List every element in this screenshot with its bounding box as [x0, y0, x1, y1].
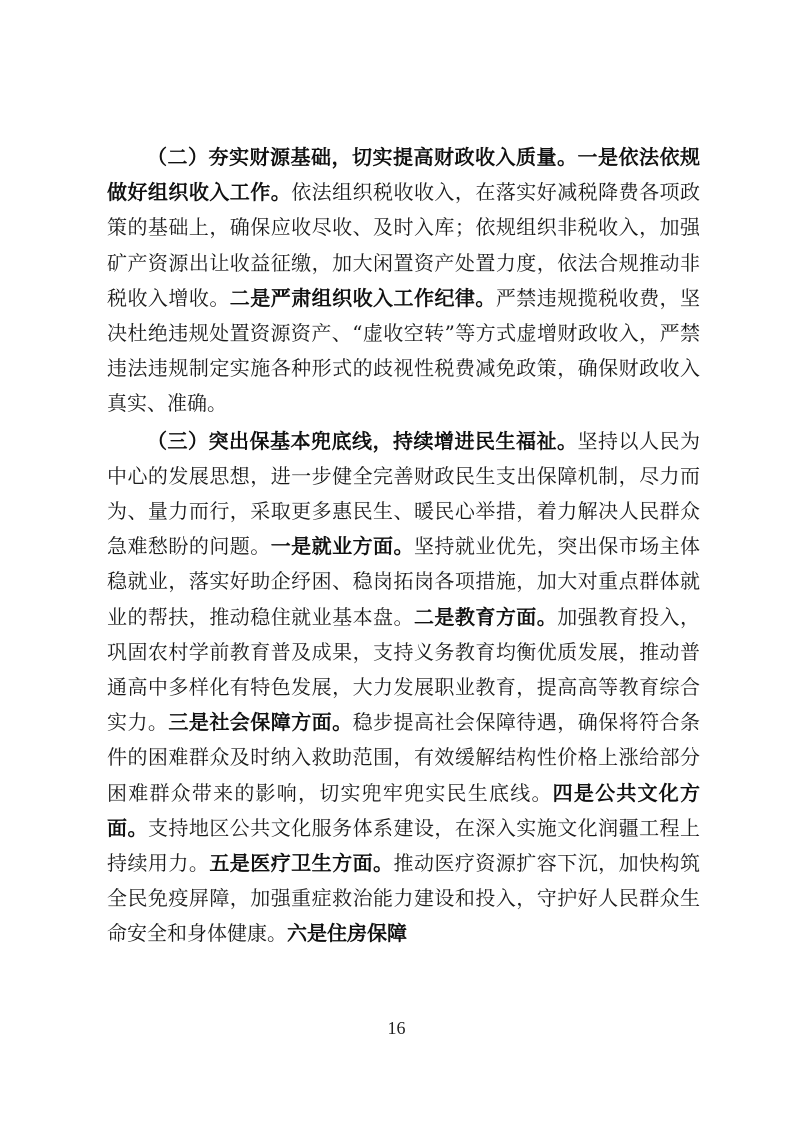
point-text-healthcare: 推动医疗资源扩容下沉，加快构筑全民免疫屏障，加强重症救治能力建设和投入，守护好人民群众生命安全和身体健康。 — [107, 851, 701, 946]
point-text-education: 加强教育投入，巩固农村学前教育普及成果，支持义务教育均衡优质发展，推动普通高中多样化有特色发展，大力发展职业教育，提高高等教育综合实力。 — [107, 604, 701, 735]
point-text-social-security: 稳步提高社会保障待遇，确保将符合条件的困难群众及时纳入救助范围，有效缓解结构性价格上涨给部分困难群众带来的影响，切实兜牢兜实民生底线。 — [107, 710, 701, 805]
paragraph-revenue-quality — [107, 140, 700, 422]
point-text-public-culture: 支持地区公共文化服务体系建设，在深入实施文化润疆工程上持续用力。 — [107, 815, 701, 876]
point-heading-public-culture: 四是公共文化方面。 — [107, 780, 701, 840]
point-text-2: 严禁违规揽税收费，坚决杜绝违规处置资源资产、“虚收空转”等方式虚增财政收入，严禁违法违规制定实施各种形式的歧视性税费减免政策，确保财政收入真实、准确。 — [107, 285, 701, 416]
point-heading-1: 一是依法依规做好组织收入工作。 — [107, 145, 700, 205]
page-number: 16 — [387, 1018, 406, 1038]
point-heading-2: 二是严肃组织收入工作纪律。 — [229, 285, 496, 310]
point-heading-housing: 六是住房保障 — [287, 921, 407, 946]
body-text — [107, 140, 700, 952]
point-text-employment: 坚持就业优先，突出保市场主体稳就业，落实好助企纾困、稳岗拓岗各项措施，加大对重点群体就业的帮扶，推动稳住就业基本盘。 — [107, 534, 701, 629]
point-heading-employment: 一是就业方面。 — [270, 534, 414, 559]
point-heading-education: 二是教育方面。 — [413, 604, 558, 629]
point-heading-healthcare: 五是医疗卫生方面。 — [209, 851, 394, 876]
intro-text: 坚持以人民为中心的发展思想，进一步健全完善财政民生支出保障机制，尽力而为、量力而行，采取更多惠民生、暖民心举措，着力解决人民群众急难愁盼的问题。 — [107, 428, 700, 559]
paragraph-livelihood — [107, 424, 700, 952]
point-text-1: 依法组织税收收入，在落实好减税降费各项政策的基础上，确保应收尽收、及时入库；依规组织非税收入，加强矿产资源出让收益征缴，加大闲置资产处置力度，依法合规推动非税收入增收。 — [107, 180, 701, 310]
section-heading-3: （三）突出保基本兜底线，持续增进民生福祉。 — [147, 428, 578, 453]
point-heading-social-security: 三是社会保障方面。 — [168, 710, 353, 735]
section-heading-2: （二）夯实财源基础，切实提高财政收入质量。 — [147, 145, 578, 169]
